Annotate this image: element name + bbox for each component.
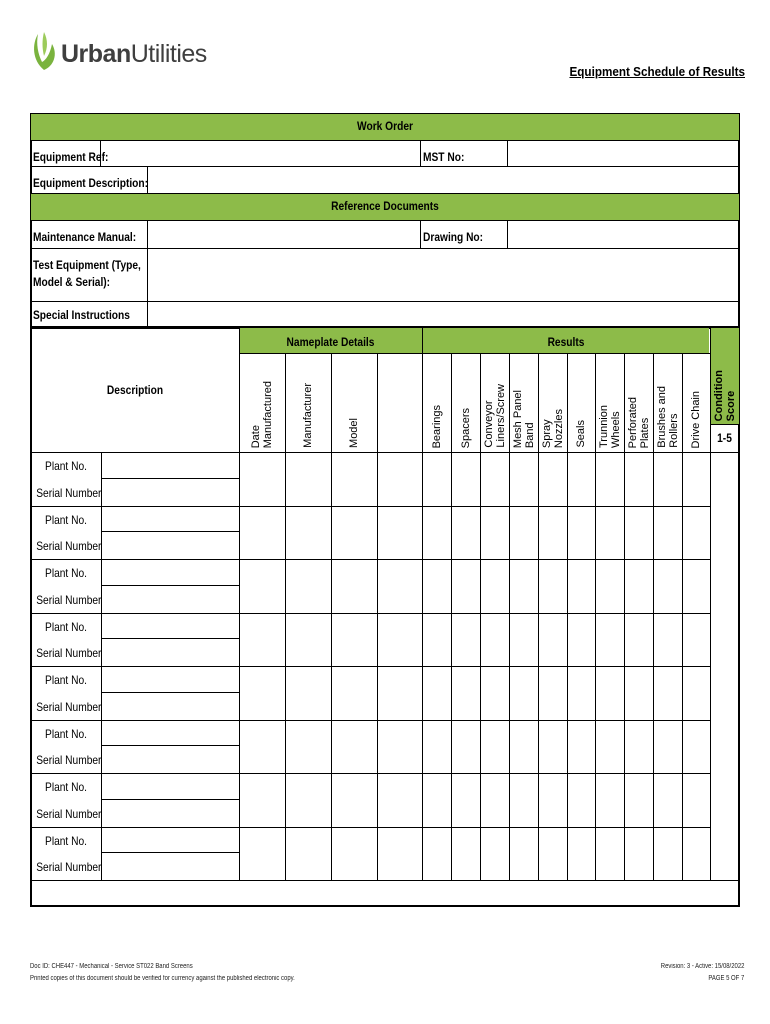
nameplate-details-header-label: Nameplate Details xyxy=(286,335,375,349)
result-cell[interactable] xyxy=(510,667,538,720)
result-cell[interactable] xyxy=(378,721,422,774)
serial-number-label: Serial Number xyxy=(36,753,102,768)
result-cell[interactable] xyxy=(539,560,567,613)
condition-score-cell[interactable] xyxy=(711,774,739,827)
result-cell[interactable] xyxy=(423,507,451,560)
result-cell[interactable] xyxy=(625,560,653,613)
plant-no-label: Plant No. xyxy=(45,833,87,848)
result-cell[interactable] xyxy=(654,453,682,506)
footer-doc-id: Doc ID: CHE447 - Mechanical - Service ST022 Band Screens xyxy=(30,963,193,970)
serial-number-field[interactable] xyxy=(101,532,239,559)
nameplate-column-header: Date Manufactured xyxy=(250,381,274,449)
result-cell[interactable] xyxy=(378,614,422,667)
result-cell[interactable] xyxy=(683,774,710,827)
result-cell[interactable] xyxy=(625,507,653,560)
result-cell[interactable] xyxy=(654,721,682,774)
grid-line xyxy=(31,506,239,507)
result-cell[interactable] xyxy=(683,614,710,667)
result-cell[interactable] xyxy=(286,774,331,827)
results-header-label: Results xyxy=(547,335,585,349)
result-cell[interactable] xyxy=(240,721,285,774)
result-cell[interactable] xyxy=(452,721,480,774)
result-cell[interactable] xyxy=(481,560,509,613)
plant-no-field[interactable] xyxy=(101,720,239,747)
result-cell[interactable] xyxy=(654,507,682,560)
result-cell[interactable] xyxy=(596,828,624,881)
serial-number-label: Serial Number xyxy=(36,860,102,875)
plant-no-label: Plant No. xyxy=(45,726,87,741)
result-cell[interactable] xyxy=(481,507,509,560)
plant-no-label: Plant No. xyxy=(45,512,87,527)
grid-line xyxy=(31,720,239,721)
result-cell[interactable] xyxy=(286,828,331,881)
result-cell[interactable] xyxy=(423,721,451,774)
plant-no-field[interactable] xyxy=(101,773,239,800)
result-cell[interactable] xyxy=(423,828,451,881)
result-cell[interactable] xyxy=(568,614,595,667)
result-column-header: Drive Chain xyxy=(690,391,702,449)
condition-score-cell[interactable] xyxy=(711,614,739,667)
result-cell[interactable] xyxy=(568,721,595,774)
maintenance-manual-field[interactable] xyxy=(148,221,419,248)
plant-no-field[interactable] xyxy=(101,827,239,854)
result-column-header: Spray Nozzles xyxy=(540,409,565,449)
result-cell[interactable] xyxy=(510,774,538,827)
result-cell[interactable] xyxy=(481,453,509,506)
result-cell[interactable] xyxy=(240,774,285,827)
condition-score-cell[interactable] xyxy=(711,828,739,881)
plant-no-label: Plant No. xyxy=(45,673,87,687)
result-cell[interactable] xyxy=(568,453,595,506)
equipment-ref-label: Equipment Ref: xyxy=(33,150,109,164)
result-cell[interactable] xyxy=(481,614,509,667)
result-cell[interactable] xyxy=(332,507,377,560)
result-cell[interactable] xyxy=(510,828,538,881)
serial-number-label: Serial Number xyxy=(36,699,102,714)
mst-no-label: MST No: xyxy=(423,150,465,164)
result-cell[interactable] xyxy=(596,667,624,720)
plant-no-label: Plant No. xyxy=(45,619,87,634)
result-cell[interactable] xyxy=(452,507,480,560)
plant-no-field[interactable] xyxy=(101,559,239,586)
result-cell[interactable] xyxy=(539,667,567,720)
nameplate-column-header: Model xyxy=(348,418,360,448)
test-equipment-label-line1: Test Equipment (Type, xyxy=(33,258,141,272)
result-cell[interactable] xyxy=(683,667,710,720)
result-cell[interactable] xyxy=(510,721,538,774)
condition-score-cell[interactable] xyxy=(711,667,739,720)
serial-number-label: Serial Number xyxy=(36,592,102,607)
result-cell[interactable] xyxy=(332,721,377,774)
result-cell[interactable] xyxy=(332,667,377,720)
result-cell[interactable] xyxy=(654,614,682,667)
result-cell[interactable] xyxy=(539,721,567,774)
grid-line xyxy=(31,559,239,560)
result-cell[interactable] xyxy=(683,560,710,613)
result-cell[interactable] xyxy=(286,507,331,560)
result-cell[interactable] xyxy=(596,614,624,667)
result-cell[interactable] xyxy=(423,667,451,720)
result-cell[interactable] xyxy=(539,828,567,881)
grid-line xyxy=(31,773,239,774)
result-cell[interactable] xyxy=(378,560,422,613)
plant-no-field[interactable] xyxy=(101,506,239,533)
result-cell[interactable] xyxy=(452,667,480,720)
result-column-header: Spacers xyxy=(459,408,472,449)
result-cell[interactable] xyxy=(481,721,509,774)
result-cell[interactable] xyxy=(596,774,624,827)
grid-line xyxy=(31,613,239,614)
result-cell[interactable] xyxy=(332,614,377,667)
result-cell[interactable] xyxy=(625,721,653,774)
result-cell[interactable] xyxy=(625,667,653,720)
result-cell[interactable] xyxy=(378,667,422,720)
plant-no-field[interactable] xyxy=(101,613,239,640)
work-order-header-label: Work Order xyxy=(357,119,413,133)
result-cell[interactable] xyxy=(625,453,653,506)
special-instructions-field[interactable] xyxy=(148,302,739,327)
equipment-description-label: Equipment Description: xyxy=(33,176,149,190)
result-cell[interactable] xyxy=(568,828,595,881)
result-cell[interactable] xyxy=(378,828,422,881)
result-column-header: Perforated Plates xyxy=(626,397,651,449)
drawing-no-label: Drawing No: xyxy=(423,230,484,244)
serial-number-label: Serial Number xyxy=(36,806,102,821)
result-column-header: Conveyor Liners/Screw xyxy=(482,384,507,448)
result-cell[interactable] xyxy=(481,667,509,720)
result-cell[interactable] xyxy=(332,774,377,827)
result-cell[interactable] xyxy=(452,614,480,667)
result-cell[interactable] xyxy=(625,828,653,881)
result-cell[interactable] xyxy=(286,667,331,720)
result-cell[interactable] xyxy=(654,774,682,827)
result-cell[interactable] xyxy=(654,560,682,613)
result-cell[interactable] xyxy=(423,453,451,506)
result-cell[interactable] xyxy=(240,667,285,720)
serial-number-label: Serial Number xyxy=(36,485,102,500)
result-cell[interactable] xyxy=(240,828,285,881)
result-cell[interactable] xyxy=(286,560,331,613)
grid-line xyxy=(710,424,739,425)
result-cell[interactable] xyxy=(240,507,285,560)
urban-utilities-logo xyxy=(30,30,207,78)
result-cell[interactable] xyxy=(625,774,653,827)
result-cell[interactable] xyxy=(596,560,624,613)
equipment-description-field[interactable] xyxy=(148,167,739,193)
result-column-header: Trunnion Wheels xyxy=(597,405,622,449)
mst-no-field[interactable] xyxy=(508,141,739,166)
result-cell[interactable] xyxy=(568,667,595,720)
logo-wordmark: UrbanUtilities xyxy=(61,40,207,68)
nameplate-column-header: Manufacturer xyxy=(302,383,314,448)
grid-line xyxy=(31,880,739,881)
plant-no-label: Plant No. xyxy=(45,780,87,794)
result-cell[interactable] xyxy=(510,507,538,560)
test-equipment-field[interactable] xyxy=(148,249,739,301)
result-cell[interactable] xyxy=(286,453,331,506)
footer-printed-note: Printed copies of this document should be verified for currency against the published electronic copy. xyxy=(30,975,295,982)
plant-no-field[interactable] xyxy=(101,666,239,693)
footer-revision: Revision: 3 - Active: 15/08/2022 xyxy=(660,963,744,970)
leaf-logo-icon xyxy=(30,30,60,76)
result-cell[interactable] xyxy=(452,453,480,506)
result-cell[interactable] xyxy=(568,507,595,560)
result-column-header: Brushes and Rollers xyxy=(655,386,680,448)
result-cell[interactable] xyxy=(332,560,377,613)
result-cell[interactable] xyxy=(510,560,538,613)
page-title: Equipment Schedule of Results xyxy=(569,64,745,79)
result-cell[interactable] xyxy=(423,774,451,827)
result-cell[interactable] xyxy=(378,453,422,506)
equipment-ref-field[interactable] xyxy=(101,141,419,166)
serial-number-field[interactable] xyxy=(101,639,239,666)
result-cell[interactable] xyxy=(286,721,331,774)
result-cell[interactable] xyxy=(240,453,285,506)
result-column-header: Seals xyxy=(575,420,587,448)
result-cell[interactable] xyxy=(423,614,451,667)
condition-score-cell[interactable] xyxy=(711,721,739,774)
result-cell[interactable] xyxy=(596,721,624,774)
result-cell[interactable] xyxy=(625,614,653,667)
result-cell[interactable] xyxy=(568,560,595,613)
result-cell[interactable] xyxy=(683,507,710,560)
serial-number-field[interactable] xyxy=(101,853,239,880)
test-equipment-label-line2: Model & Serial): xyxy=(33,275,111,289)
condition-score-cell[interactable] xyxy=(711,507,739,560)
result-cell[interactable] xyxy=(332,453,377,506)
result-cell[interactable] xyxy=(510,614,538,667)
result-cell[interactable] xyxy=(539,774,567,827)
footer-page-number: PAGE 5 OF 7 xyxy=(708,975,744,982)
result-cell[interactable] xyxy=(539,453,567,506)
plant-no-field[interactable] xyxy=(101,452,239,479)
plant-no-label: Plant No. xyxy=(45,566,87,580)
result-cell[interactable] xyxy=(452,828,480,881)
serial-number-field[interactable] xyxy=(101,746,239,773)
result-cell[interactable] xyxy=(481,774,509,827)
result-cell[interactable] xyxy=(378,774,422,827)
result-column-header: Bearings xyxy=(430,405,443,449)
result-cell[interactable] xyxy=(452,560,480,613)
result-cell[interactable] xyxy=(539,614,567,667)
plant-no-label: Plant No. xyxy=(45,459,87,473)
result-cell[interactable] xyxy=(539,507,567,560)
reference-documents-header-label: Reference Documents xyxy=(331,199,439,213)
result-cell[interactable] xyxy=(481,828,509,881)
serial-number-label: Serial Number xyxy=(36,539,102,554)
result-cell[interactable] xyxy=(568,774,595,827)
serial-number-field[interactable] xyxy=(101,479,239,506)
special-instructions-label: Special Instructions xyxy=(33,308,130,322)
condition-range-label: 1-5 xyxy=(717,431,732,445)
grid-line xyxy=(239,353,710,354)
condition-score-cell[interactable] xyxy=(711,453,739,506)
result-cell[interactable] xyxy=(654,667,682,720)
result-cell[interactable] xyxy=(240,614,285,667)
result-column-header: Mesh Panel Band xyxy=(511,390,536,449)
serial-number-field[interactable] xyxy=(101,693,239,720)
serial-number-label: Serial Number xyxy=(36,646,102,661)
result-cell[interactable] xyxy=(240,560,285,613)
drawing-no-field[interactable] xyxy=(508,221,739,248)
result-cell[interactable] xyxy=(683,721,710,774)
result-cell[interactable] xyxy=(286,614,331,667)
result-cell[interactable] xyxy=(423,560,451,613)
result-cell[interactable] xyxy=(452,774,480,827)
maintenance-manual-label: Maintenance Manual: xyxy=(33,230,137,244)
result-cell[interactable] xyxy=(378,507,422,560)
serial-number-field[interactable] xyxy=(101,586,239,613)
result-cell[interactable] xyxy=(510,453,538,506)
condition-score-header-label: Condition Score xyxy=(713,370,737,422)
result-cell[interactable] xyxy=(654,828,682,881)
result-cell[interactable] xyxy=(683,453,710,506)
condition-score-cell[interactable] xyxy=(711,560,739,613)
result-cell[interactable] xyxy=(596,507,624,560)
description-header: Description xyxy=(106,383,164,397)
grid-line xyxy=(31,827,239,828)
result-cell[interactable] xyxy=(683,828,710,881)
serial-number-field[interactable] xyxy=(101,800,239,827)
grid-line xyxy=(31,666,239,667)
result-cell[interactable] xyxy=(596,453,624,506)
result-cell[interactable] xyxy=(332,828,377,881)
